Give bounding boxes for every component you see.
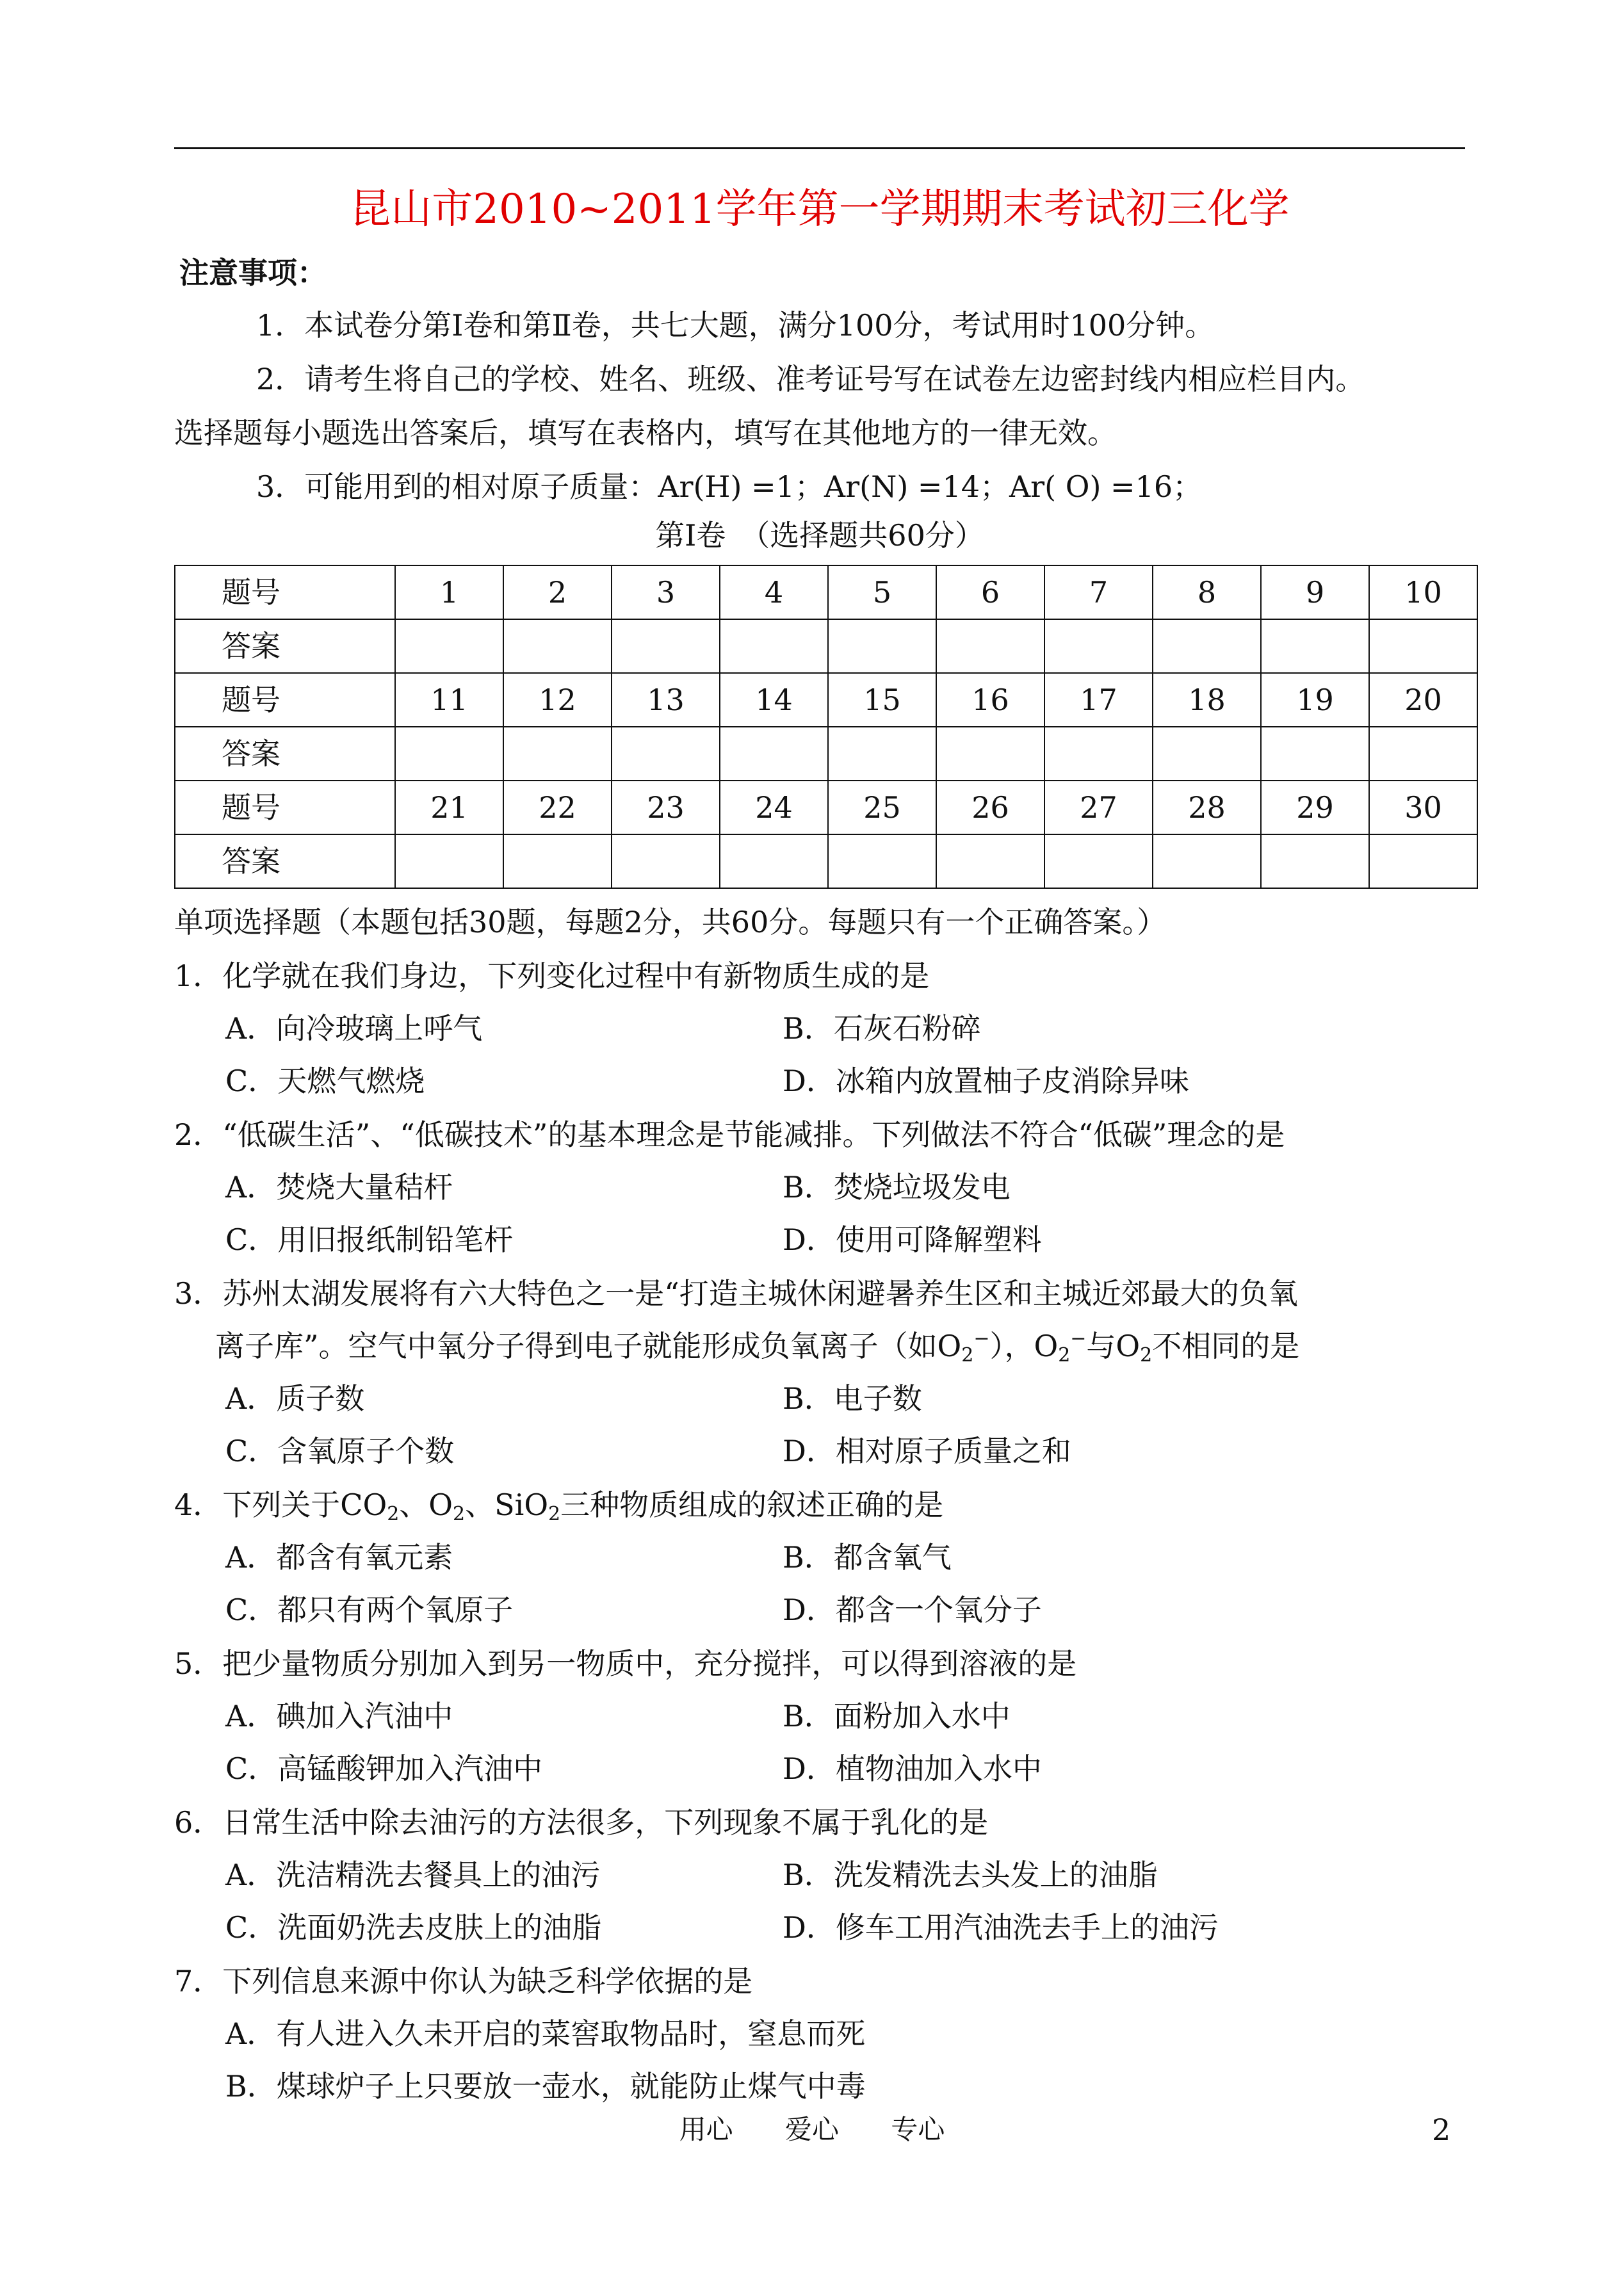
answer-cell[interactable] xyxy=(1261,619,1369,673)
question-number: 25 xyxy=(828,781,936,834)
question-7-stem: 7．下列信息来源中你认为缺乏科学依据的是 xyxy=(174,1964,753,1999)
question-1-option-b: B．石灰石粉碎 xyxy=(783,1011,981,1046)
question-1-option-c: C．天燃气燃烧 xyxy=(225,1064,425,1098)
superscript: − xyxy=(973,1327,990,1350)
answer-cell[interactable] xyxy=(1261,727,1369,781)
question-5-option-b: B．面粉加入水中 xyxy=(783,1699,1011,1733)
answer-cell[interactable] xyxy=(395,619,503,673)
question-number-row xyxy=(175,781,1477,834)
answer-cell[interactable] xyxy=(395,834,503,888)
note-item-1: 1．本试卷分第Ⅰ卷和第Ⅱ卷，共七大题，满分100分，考试用时100分钟。 xyxy=(256,308,1215,343)
answer-cell[interactable] xyxy=(936,619,1044,673)
question-number: 9 xyxy=(1261,565,1369,619)
question-6-stem: 6．日常生活中除去油污的方法很多，下列现象不属于乳化的是 xyxy=(174,1805,989,1840)
question-6-option-b: B．洗发精洗去头发上的油脂 xyxy=(783,1858,1158,1892)
answer-cell[interactable] xyxy=(1153,727,1261,781)
answer-cell[interactable] xyxy=(1044,727,1153,781)
question-6-option-a: A．洗洁精洗去餐具上的油污 xyxy=(225,1858,601,1892)
question-3-option-a: A．质子数 xyxy=(225,1381,365,1416)
answer-grid xyxy=(174,565,1478,889)
answer-cell[interactable] xyxy=(828,619,936,673)
question-number: 12 xyxy=(503,673,612,727)
question-number: 14 xyxy=(720,673,828,727)
footer-word: 用心 xyxy=(679,2114,733,2145)
question-7-option-b: B．煤球炉子上只要放一壶水，就能防止煤气中毒 xyxy=(225,2069,866,2104)
answer-cell[interactable] xyxy=(828,727,936,781)
question-number: 7 xyxy=(1044,565,1153,619)
answer-row xyxy=(175,834,1477,888)
question-2-stem: 2．“低碳生活”、“低碳技术”的基本理念是节能减排。下列做法不符合“低碳”理念的是 xyxy=(174,1117,1285,1152)
question-number: 22 xyxy=(503,781,612,834)
note-item-2: 2．请考生将自己的学校、姓名、班级、准考证号写在试卷左边密封线内相应栏目内。 xyxy=(256,362,1365,396)
question-number: 5 xyxy=(828,565,936,619)
answer-cell[interactable] xyxy=(1153,834,1261,888)
question-number-row xyxy=(175,565,1477,619)
question-number: 30 xyxy=(1369,781,1477,834)
question-1-option-a: A．向冷玻璃上呼气 xyxy=(225,1011,483,1046)
subscript: 2 xyxy=(1058,1344,1071,1366)
question-number: 13 xyxy=(612,673,720,727)
answer-cell[interactable] xyxy=(828,834,936,888)
subscript: 2 xyxy=(961,1344,974,1366)
subscript: 2 xyxy=(387,1503,400,1525)
question-4-stem xyxy=(174,1484,943,1525)
question-number: 23 xyxy=(612,781,720,834)
answer-cell[interactable] xyxy=(1153,619,1261,673)
question-3-option-d: D．相对原子质量之和 xyxy=(783,1434,1071,1468)
text-fragment: 、O xyxy=(399,1488,453,1522)
question-number: 2 xyxy=(503,565,612,619)
question-3-option-c: C．含氧原子个数 xyxy=(225,1434,455,1468)
question-number: 29 xyxy=(1261,781,1369,834)
question-number: 17 xyxy=(1044,673,1153,727)
answer-cell[interactable] xyxy=(1261,834,1369,888)
question-number-row xyxy=(175,673,1477,727)
row-label: 题号 xyxy=(175,565,395,619)
question-5-option-c: C．高锰酸钾加入汽油中 xyxy=(225,1751,543,1786)
answer-cell[interactable] xyxy=(936,834,1044,888)
section-caption: 第Ⅰ卷 （选择题共60分） xyxy=(655,518,984,553)
subscript: 2 xyxy=(453,1503,466,1525)
question-4-option-a: A．都含有氧元素 xyxy=(225,1540,453,1575)
answer-cell[interactable] xyxy=(503,834,612,888)
question-1-stem: 1．化学就在我们身边，下列变化过程中有新物质生成的是 xyxy=(174,959,930,993)
question-number: 19 xyxy=(1261,673,1369,727)
question-3-option-b: B．电子数 xyxy=(783,1381,922,1416)
answer-row xyxy=(175,727,1477,781)
row-label: 答案 xyxy=(175,727,395,781)
text-fragment: 、SiO xyxy=(465,1488,549,1522)
answer-cell[interactable] xyxy=(503,619,612,673)
footer-word: 专心 xyxy=(891,2114,945,2145)
question-number: 16 xyxy=(936,673,1044,727)
answer-cell[interactable] xyxy=(612,619,720,673)
answer-cell[interactable] xyxy=(612,834,720,888)
question-number: 26 xyxy=(936,781,1044,834)
section-instructions: 单项选择题（本题包括30题，每题2分，共60分。每题只有一个正确答案。） xyxy=(174,905,1167,939)
question-number: 4 xyxy=(720,565,828,619)
answer-row xyxy=(175,619,1477,673)
question-2-option-c: C．用旧报纸制铅笔杆 xyxy=(225,1222,514,1257)
note-item-3: 3．可能用到的相对原子质量：Ar(H) =1；Ar(N) =14；Ar( O) =16； xyxy=(256,469,1203,504)
page-number: 2 xyxy=(1432,2113,1451,2147)
text-fragment: ），O xyxy=(989,1329,1059,1363)
answer-cell[interactable] xyxy=(612,727,720,781)
subscript: 2 xyxy=(1140,1344,1153,1366)
notes-heading: 注意事项： xyxy=(179,255,327,290)
question-5-option-a: A．碘加入汽油中 xyxy=(225,1699,453,1733)
question-3-stem: 3．苏州太湖发展将有六大特色之一是“打造主城休闲避暑养生区和主城近郊最大的负氧 xyxy=(174,1276,1298,1311)
question-number: 24 xyxy=(720,781,828,834)
page-footer xyxy=(0,2111,1624,2149)
answer-cell[interactable] xyxy=(395,727,503,781)
answer-cell[interactable] xyxy=(936,727,1044,781)
question-3-stem-cont xyxy=(215,1326,1299,1366)
question-number: 10 xyxy=(1369,565,1477,619)
answer-cell[interactable] xyxy=(720,619,828,673)
row-label: 题号 xyxy=(175,781,395,834)
row-label: 题号 xyxy=(175,673,395,727)
question-number: 15 xyxy=(828,673,936,727)
question-4-option-b: B．都含氧气 xyxy=(783,1540,952,1575)
answer-cell[interactable] xyxy=(720,834,828,888)
answer-cell[interactable] xyxy=(1369,727,1477,781)
question-number: 3 xyxy=(612,565,720,619)
question-number: 21 xyxy=(395,781,503,834)
question-6-option-c: C．洗面奶洗去皮肤上的油脂 xyxy=(225,1910,602,1945)
question-number: 28 xyxy=(1153,781,1261,834)
subscript: 2 xyxy=(548,1503,561,1525)
question-5-option-d: D．植物油加入水中 xyxy=(783,1751,1042,1786)
question-number: 20 xyxy=(1369,673,1477,727)
superscript: − xyxy=(1070,1327,1087,1350)
answer-cell[interactable] xyxy=(1044,619,1153,673)
question-2-option-a: A．焚烧大量秸杆 xyxy=(225,1170,453,1204)
answer-cell[interactable] xyxy=(503,727,612,781)
text-fragment: 离子库”。空气中氧分子得到电子就能形成负氧离子（如O xyxy=(215,1329,962,1363)
question-number: 27 xyxy=(1044,781,1153,834)
question-1-option-d: D．冰箱内放置柚子皮消除异味 xyxy=(783,1064,1189,1098)
row-label: 答案 xyxy=(175,834,395,888)
question-number: 6 xyxy=(936,565,1044,619)
answer-cell[interactable] xyxy=(720,727,828,781)
footer-word: 爱心 xyxy=(784,2114,839,2145)
text-fragment: 不相同的是 xyxy=(1152,1329,1300,1363)
row-label: 答案 xyxy=(175,619,395,673)
answer-cell[interactable] xyxy=(1369,834,1477,888)
question-number: 18 xyxy=(1153,673,1261,727)
text-fragment: 与O xyxy=(1086,1329,1141,1363)
answer-cell[interactable] xyxy=(1369,619,1477,673)
question-4-option-d: D．都含一个氧分子 xyxy=(783,1593,1042,1627)
question-6-option-d: D．修车工用汽油洗去手上的油污 xyxy=(783,1910,1219,1945)
question-4-option-c: C．都只有两个氧原子 xyxy=(225,1593,514,1627)
question-number: 8 xyxy=(1153,565,1261,619)
question-number: 11 xyxy=(395,673,503,727)
answer-cell[interactable] xyxy=(1044,834,1153,888)
question-5-stem: 5．把少量物质分别加入到另一物质中，充分搅拌，可以得到溶液的是 xyxy=(174,1646,1077,1681)
question-2-option-b: B．焚烧垃圾发电 xyxy=(783,1170,1011,1204)
exam-title: 昆山市2010~2011学年第一学期期末考试初三化学 xyxy=(350,186,1290,233)
question-2-option-d: D．使用可降解塑料 xyxy=(783,1222,1042,1257)
note-item-2-cont: 选择题每小题选出答案后，填写在表格内，填写在其他地方的一律无效。 xyxy=(174,416,1117,450)
text-fragment: 4．下列关于CO xyxy=(174,1488,387,1522)
question-number: 1 xyxy=(395,565,503,619)
text-fragment: 三种物质组成的叙述正确的是 xyxy=(560,1488,944,1522)
question-7-option-a: A．有人进入久未开启的菜窖取物品时，窒息而死 xyxy=(225,2016,866,2051)
header-rule xyxy=(174,147,1465,149)
